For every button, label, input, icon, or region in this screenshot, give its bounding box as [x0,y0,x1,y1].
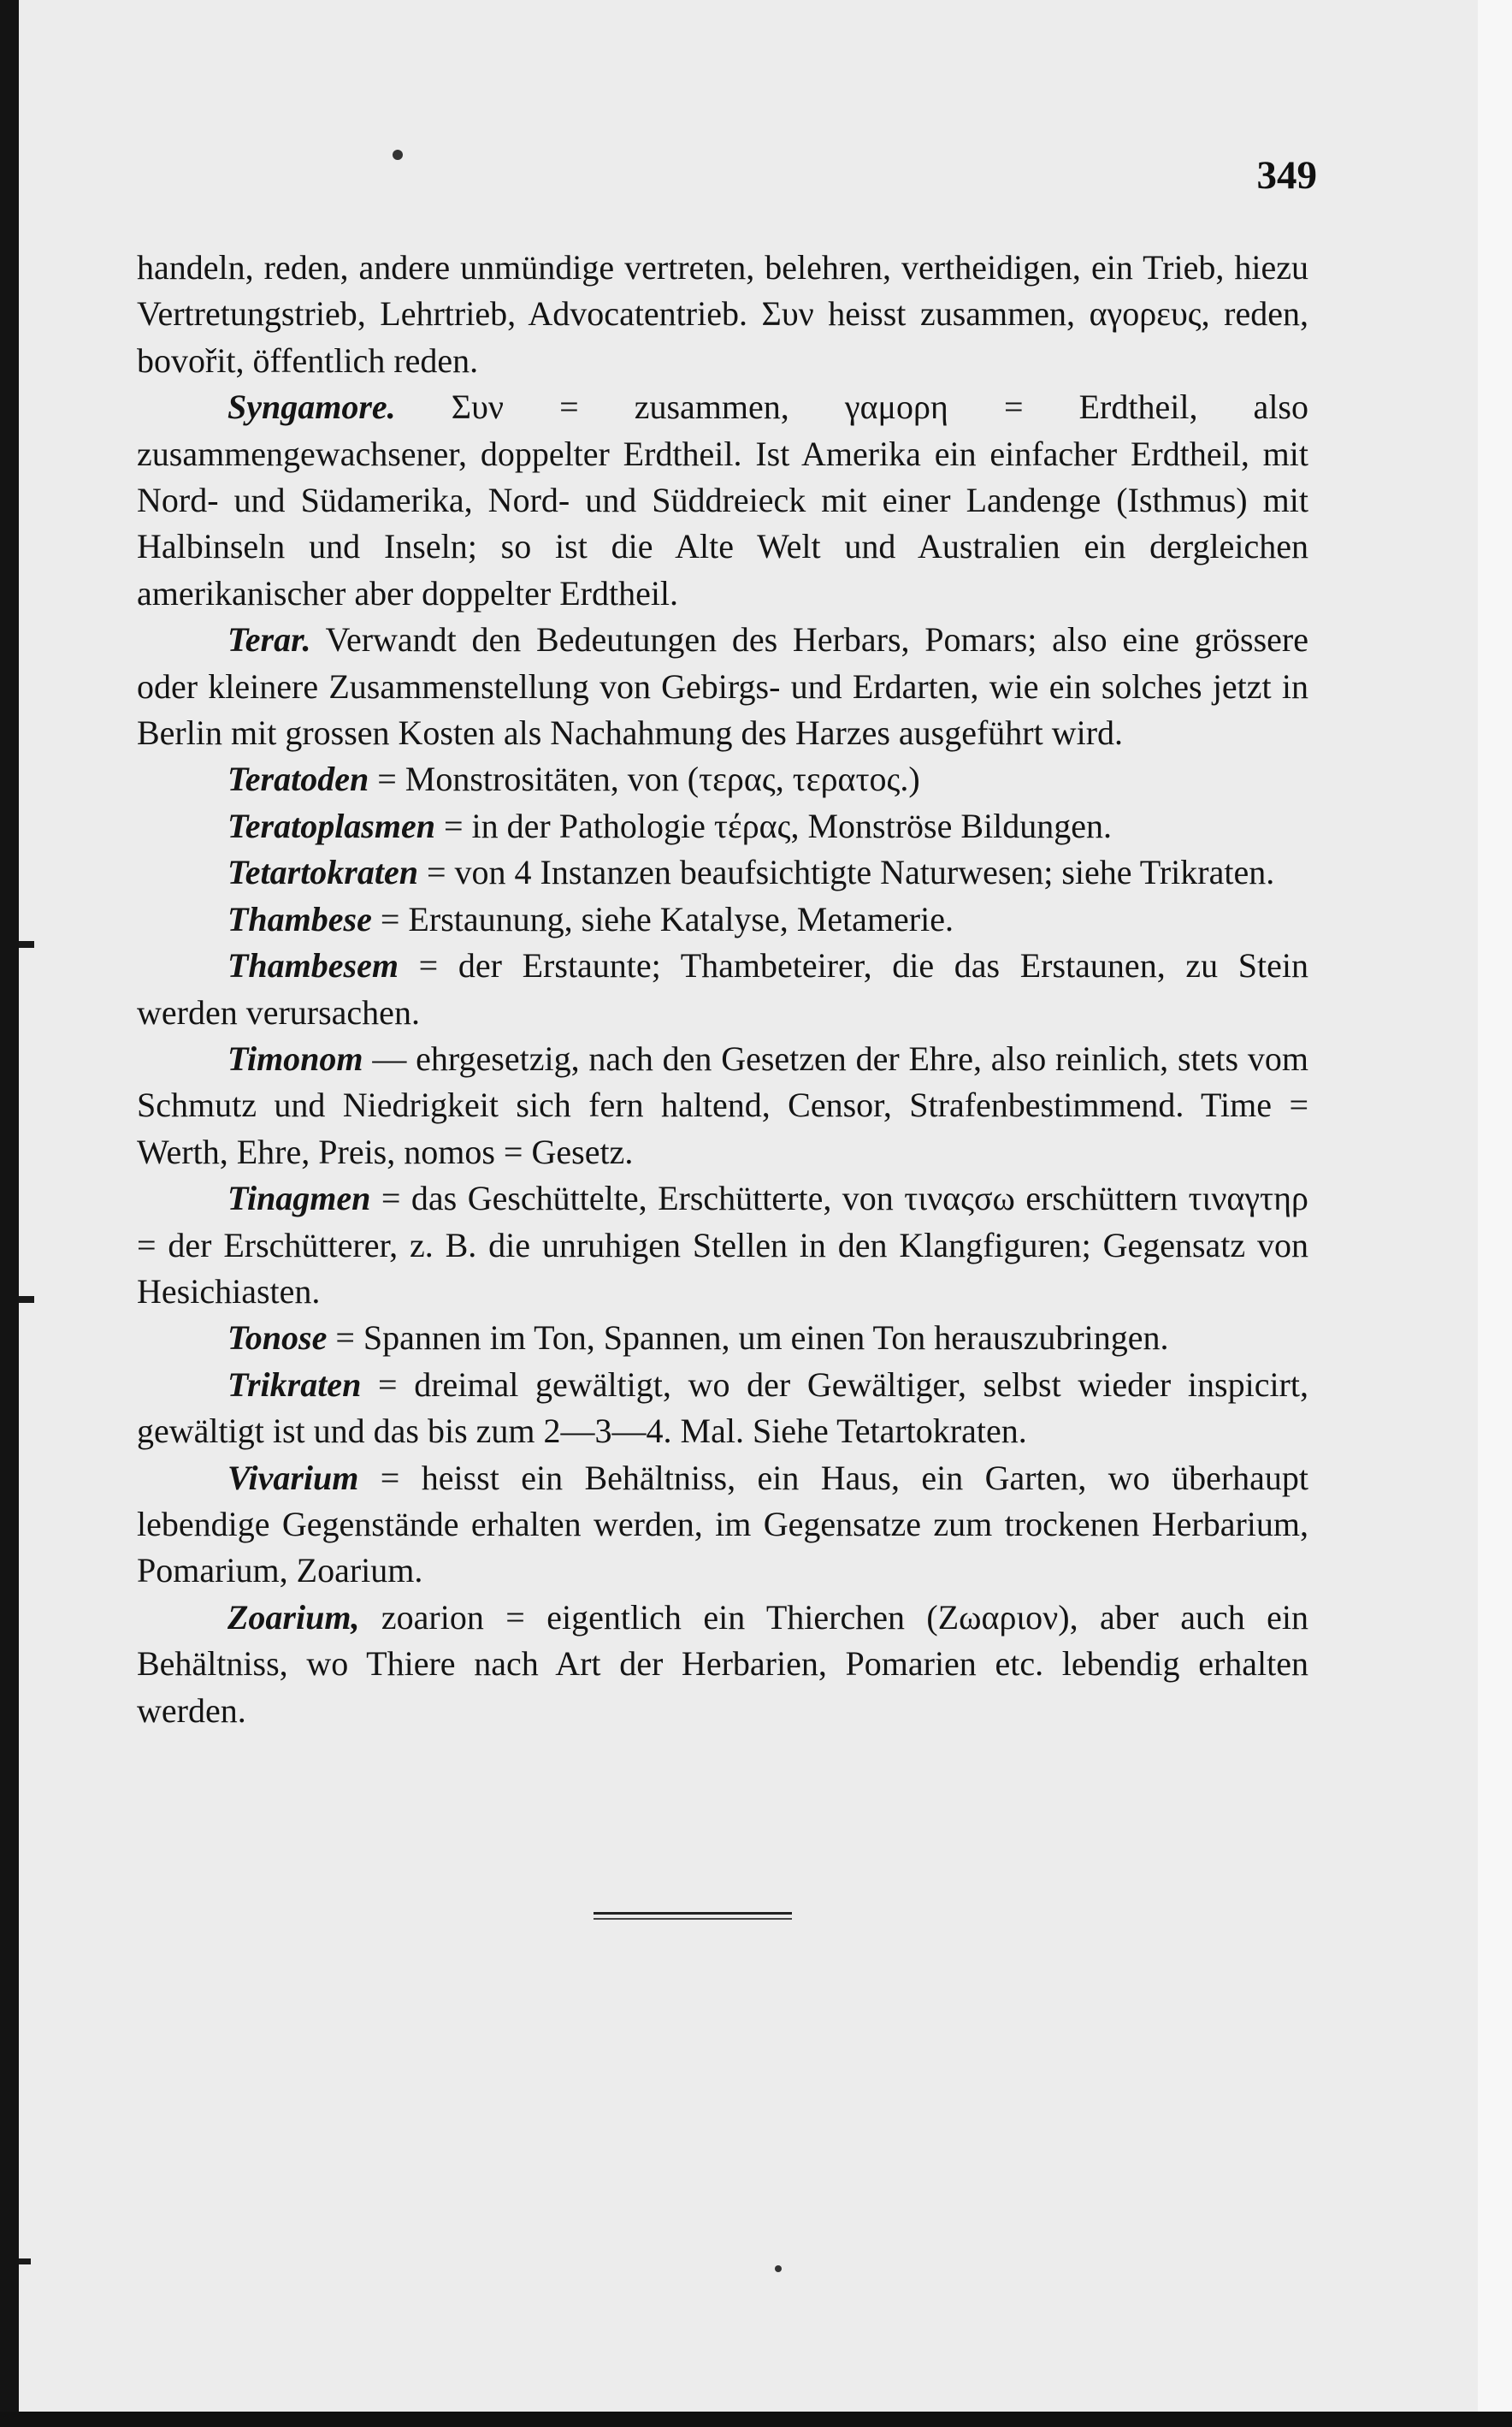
entry-text: = heisst ein Behältniss, ein Haus, ein Garten, wo überhaupt lebendige Gegenstände erhalten werden, im Gegensatze zum trockenen Herbarium, Pomarium, Zoarium. [137,1458,1309,1590]
entry-text: = in der Pathologie τέρας, Monströse Bildungen. [444,806,1113,845]
entry-text: = von 4 Instanzen beaufsichtigte Naturwesen; siehe Trikraten. [427,853,1275,892]
entry-term: Trikraten [227,1364,362,1404]
scan-edge-bottom [0,2412,1512,2427]
entry-paragraph [137,1362,1308,1455]
scan-edge-left [0,0,19,2427]
entry-paragraph [137,1595,1308,1734]
entry-paragraph [137,849,1308,896]
entry-text: Συν = zusammen, γαμορη = Erdtheil, also zusammengewachsener, doppelter Erdtheil. Ist Amerika ein einfacher Erdtheil, mit Nord- und Südamerika, Nord- und Süddreieck mit einer Landenge (Isthmus) mit Halbinseln und Inseln; so ist die Alte Welt und Australien ein dergleichen amerikanischer aber doppelter Erdtheil. [137,388,1308,613]
entry-paragraph [137,943,1308,1036]
entry-text: = Monstrositäten, von (τερας, τερατος.) [377,760,920,799]
entry-term: Syngamore. [227,388,396,427]
ink-speck [393,150,403,160]
entry-term: Tetartokraten [227,853,418,892]
body-text [137,245,1308,1734]
entry-paragraph [137,384,1308,617]
margin-mark [19,2258,31,2264]
ink-speck [775,2265,782,2272]
entry-paragraph [137,1175,1308,1315]
margin-mark [19,1296,34,1303]
entry-text: = Spannen im Ton, Spannen, um einen Ton herauszubringen. [335,1318,1169,1358]
entry-term: Teratoden [227,760,369,799]
entry-term: Zoarium, [227,1597,360,1637]
entry-term: Teratoplasmen [227,806,435,845]
entry-paragraph [137,1455,1308,1595]
entry-term: Thambese [227,899,372,938]
entry-text: Verwandt den Bedeutungen des Herbars, Pomars; also eine grössere oder kleinere Zusammenstellung von Gebirgs- und Erdarten, wie ein solches jetzt in Berlin mit grossen Kosten als Nachahmung des Harzes ausgeführt wird. [137,620,1309,753]
entry-text: — ehrgesetzig, nach den Gesetzen der Ehre, also reinlich, stets vom Schmutz und Niedrigkeit sich fern haltend, Censor, Strafenbestimmend. Time = Werth, Ehre, Preis, nomos = Gesetz. [137,1039,1309,1171]
page-number: 349 [1256,153,1317,198]
scan-edge-right [1478,0,1512,2427]
entry-term: Timonom [227,1039,363,1078]
entry-text: = das Geschüttelte, Erschütterte, von τιναςσω erschüttern τιναγτηρ = der Erschütterer, z. B. die unruhigen Stellen in den Klangfiguren; Gegensatz von Hesichiasten. [137,1179,1308,1311]
paragraph-text: handeln, reden, andere unmündige vertreten, belehren, vertheidigen, ein Trieb, hiezu Vertretungstrieb, Lehrtrieb, Advocatentrieb. Συν heisst zusammen, αγορευς, reden, bovořit, öffentlich reden. [137,248,1308,380]
entry-text: zoarion = eigentlich ein Thierchen (Ζωαριον), aber auch ein Behältniss, wo Thiere nach Art der Herbarien, Pomarien etc. lebendig erhalten werden. [137,1597,1308,1730]
entry-text: = der Erstaunte; Thambeteirer, die das Erstaunen, zu Stein werden verursachen. [137,946,1309,1032]
entry-text: = Erstaunung, siehe Katalyse, Metamerie. [380,899,954,938]
entry-paragraph [137,756,1308,802]
entry-term: Terar. [227,620,311,660]
entry-text: = dreimal gewältigt, wo der Gewältiger, selbst wieder inspicirt, gewältigt ist und das bis zum 2—3—4. Mal. Siehe Tetartokraten. [137,1364,1308,1451]
entry-paragraph [137,1315,1308,1361]
entry-paragraph [137,1036,1308,1175]
paragraph [137,245,1308,384]
entry-term: Tonose [227,1318,328,1358]
entry-paragraph [137,803,1308,849]
margin-mark [19,941,34,948]
section-end-rule [594,1912,792,1920]
entry-paragraph [137,897,1308,943]
entry-term: Tinagmen [227,1179,371,1218]
entry-term: Vivarium [227,1458,359,1497]
entry-term: Thambesem [227,946,399,986]
entry-paragraph [137,617,1308,756]
